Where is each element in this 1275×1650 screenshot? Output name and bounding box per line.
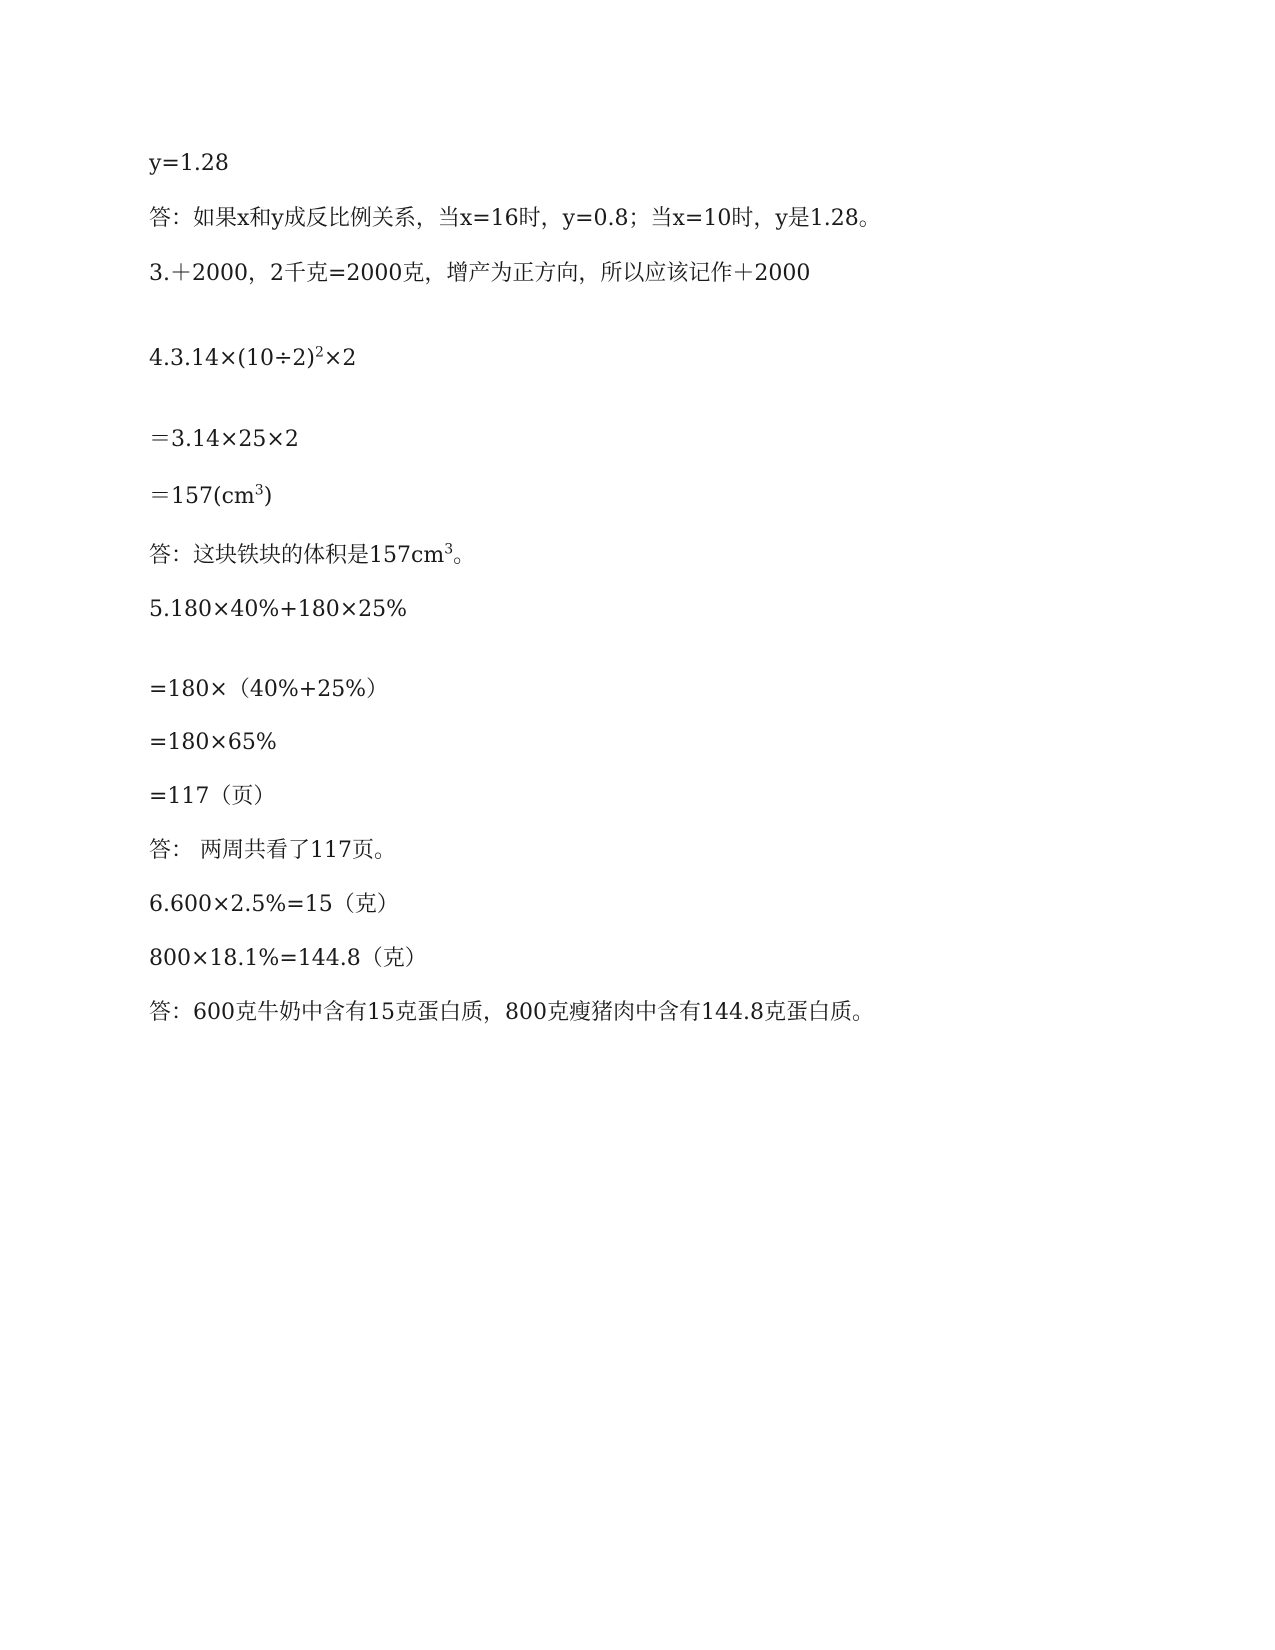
- problem-4-line: [149, 345, 356, 373]
- step-2-text: ＝157(cm: [149, 484, 255, 509]
- exponent: 3: [254, 482, 264, 499]
- problem-4-step-2: [149, 483, 272, 511]
- problem-6-step-1: 800×18.1%=144.8（克）: [149, 946, 427, 971]
- answer-line-5: 答： 两周共看了117页。: [149, 838, 396, 863]
- problem-5-step-2: =180×65%: [149, 730, 277, 755]
- problem-3-line: 3.＋2000，2千克=2000克，增产为正方向，所以应该记作＋2000: [149, 261, 811, 286]
- answer-line-2: 答：如果x和y成反比例关系，当x=16时，y=0.8；当x=10时，y是1.28。: [149, 206, 881, 231]
- problem-5-step-1: =180×（40%+25%）: [149, 677, 389, 702]
- answer-line-4: [149, 542, 475, 570]
- problem-4-expression-tail: ×2: [323, 346, 357, 371]
- problem-5-step-3: =117（页）: [149, 784, 276, 809]
- problem-5-line: 5.180×40%+180×25%: [149, 597, 408, 622]
- line-y-value: y=1.28: [149, 151, 229, 176]
- step-2-tail: ): [263, 484, 273, 509]
- problem-4-step-1: ＝3.14×25×2: [149, 427, 299, 452]
- exponent: 2: [315, 344, 324, 361]
- answer-4-text: 答：这块铁块的体积是157cm: [149, 543, 445, 568]
- answer-4-tail: 。: [453, 543, 476, 568]
- exponent: 3: [444, 541, 454, 558]
- problem-6-line: 6.600×2.5%=15（克）: [149, 892, 399, 917]
- problem-4-expression: 4.3.14×(10÷2): [149, 346, 315, 371]
- answer-line-6: 答：600克牛奶中含有15克蛋白质，800克瘦猪肉中含有144.8克蛋白质。: [149, 1000, 874, 1025]
